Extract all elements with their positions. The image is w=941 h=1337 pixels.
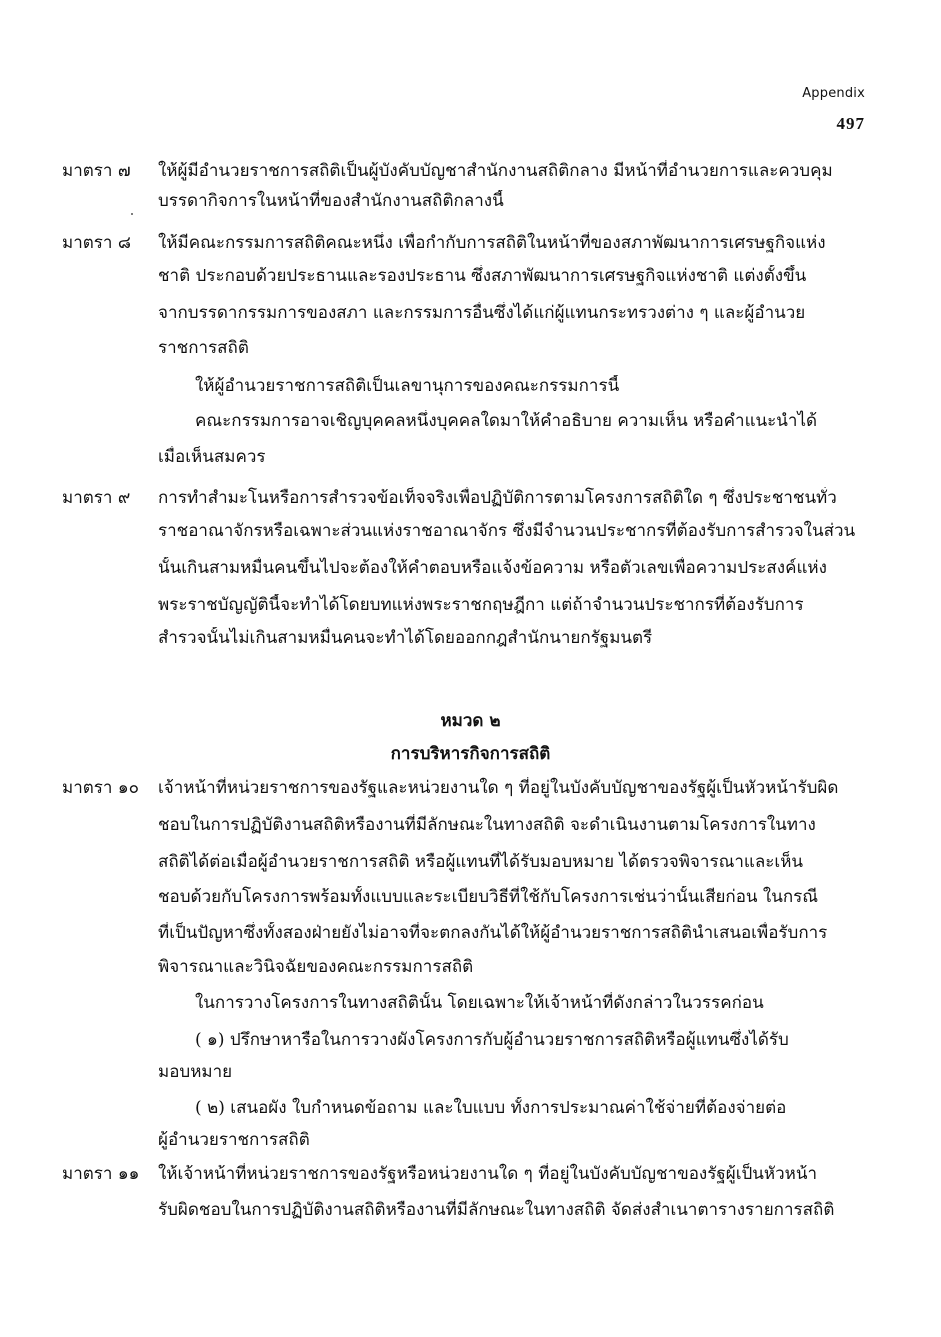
section-10-line-4: ชอบด้วยกับโครงการพร้อมทั้งแบบและระเบียบวิธีที่ใช้กับโครงการเช่นว่านั้นเสียก่อน ในกรณี (158, 887, 819, 907)
section-7-line-2: บรรดากิจการในหน้าที่ของสำนักงานสถิติกลางนี้ (158, 191, 504, 211)
section-7-label: มาตรา ๗ (62, 161, 131, 181)
section-10-line-1: เจ้าหน้าที่หน่วยราชการของรัฐและหน่วยงานใด ๆ ที่อยู่ในบังคับบัญชาของรัฐผู้เป็นหัวหน้ารับผิด (158, 778, 839, 798)
section-9-line-3: นั้นเกินสามหมื่นคนขึ้นไปจะต้องให้คำตอบหรือแจ้งข้อความ หรือตัวเลขเพื่อความประสงค์แห่ง (158, 558, 827, 578)
section-10-paragraph-2: ในการวางโครงการในทางสถิตินั้น โดยเฉพาะให้เจ้าหน้าที่ดังกล่าวในวรรคก่อน (195, 993, 764, 1013)
chapter-number: หมวด ๒ (440, 711, 501, 731)
section-8-line-1: ให้มีคณะกรรมการสถิติคณะหนึ่ง เพื่อกำกับการสถิติในหน้าที่ของสภาพัฒนาการเศรษฐกิจแห่ง (158, 233, 826, 253)
section-9-line-5: สำรวจนั้นไม่เกินสามหมื่นคนจะทำได้โดยออกกฎสำนักนายกรัฐมนตรี (158, 628, 653, 648)
section-7-line-1: ให้ผู้มีอำนวยราชการสถิติเป็นผู้บังคับบัญชาสำนักงานสถิติกลาง มีหน้าที่อำนวยการและควบคุม (158, 161, 833, 181)
section-10-item-1-line-1: ( ๑) ปรึกษาหารือในการวางผังโครงการกับผู้อำนวยราชการสถิติหรือผู้แทนซึ่งได้รับ (195, 1030, 789, 1050)
section-10-item-2-line-2: ผู้อำนวยราชการสถิติ (158, 1130, 310, 1150)
section-8-line-2: ชาติ ประกอบด้วยประธานและรองประธาน ซึ่งสภาพัฒนาการเศรษฐกิจแห่งชาติ แต่งตั้งขึ้น (158, 266, 807, 286)
section-8-line-3: จากบรรดากรรมการของสภา และกรรมการอื่นซึ่งได้แก่ผู้แทนกระทรวงต่าง ๆ และผู้อำนวย (158, 303, 806, 323)
scan-speck (131, 213, 133, 215)
section-8-label: มาตรา ๘ (62, 233, 131, 253)
section-9-line-1: การทำสำมะโนหรือการสำรวจข้อเท็จจริงเพื่อปฏิบัติการตามโครงการสถิติใด ๆ ซึ่งประชาชนทั่ว (158, 488, 837, 508)
section-10-label: มาตรา ๑๐ (62, 778, 140, 798)
section-9-line-4: พระราชบัญญัตินี้จะทำได้โดยบทแห่งพระราชกฤษฎีกา แต่ถ้าจำนวนประชากรที่ต้องรับการ (158, 595, 804, 615)
section-10-item-1-line-2: มอบหมาย (158, 1062, 233, 1082)
section-10-item-2-line-1: ( ๒) เสนอผัง ใบกำหนดข้อถาม และใบแบบ ทั้งการประมาณค่าใช้จ่ายที่ต้องจ่ายต่อ (195, 1098, 787, 1118)
section-8-paragraph-3-line-2: เมื่อเห็นสมควร (158, 447, 266, 467)
page-number: 497 (836, 114, 865, 133)
section-9-line-2: ราชอาณาจักรหรือเฉพาะส่วนแห่งราชอาณาจักร ซึ่งมีจำนวนประชากรที่ต้องรับการสำรวจในส่วน (158, 521, 856, 541)
section-10-line-2: ชอบในการปฏิบัติงานสถิติหรืองานที่มีลักษณะในทางสถิติ จะดำเนินงานตามโครงการในทาง (158, 815, 816, 835)
section-8-paragraph-2: ให้ผู้อำนวยราชการสถิติเป็นเลขานุการของคณะกรรมการนี้ (195, 376, 620, 396)
section-10-line-6: พิจารณาและวินิจฉัยของคณะกรรมการสถิติ (158, 957, 474, 977)
section-9-label: มาตรา ๙ (62, 488, 131, 508)
section-10-line-3: สถิติได้ต่อเมื่อผู้อำนวยราชการสถิติ หรือผู้แทนที่ได้รับมอบหมาย ได้ตรวจพิจารณาและเห็น (158, 852, 804, 872)
appendix-label: Appendix (802, 86, 865, 101)
section-10-line-5: ที่เป็นปัญหาซึ่งทั้งสองฝ่ายยังไม่อาจที่จะตกลงกันได้ให้ผู้อำนวยราชการสถิตินำเสนอเพื่อรับการ (158, 923, 828, 943)
section-11-line-2: รับผิดชอบในการปฏิบัติงานสถิติหรืองานที่มีลักษณะในทางสถิติ จัดส่งสำเนาตารางรายการสถิติ (158, 1200, 835, 1220)
section-11-line-1: ให้เจ้าหน้าที่หน่วยราชการของรัฐหรือหน่วยงานใด ๆ ที่อยู่ในบังคับบัญชาของรัฐผู้เป็นหัวหน้า (158, 1164, 818, 1184)
chapter-title: การบริหารกิจการสถิติ (390, 744, 551, 764)
section-11-label: มาตรา ๑๑ (62, 1164, 140, 1184)
section-8-line-4: ราชการสถิติ (158, 338, 249, 358)
section-8-paragraph-3-line-1: คณะกรรมการอาจเชิญบุคคลหนึ่งบุคคลใดมาให้คำอธิบาย ความเห็น หรือคำแนะนำได้ (195, 411, 818, 431)
